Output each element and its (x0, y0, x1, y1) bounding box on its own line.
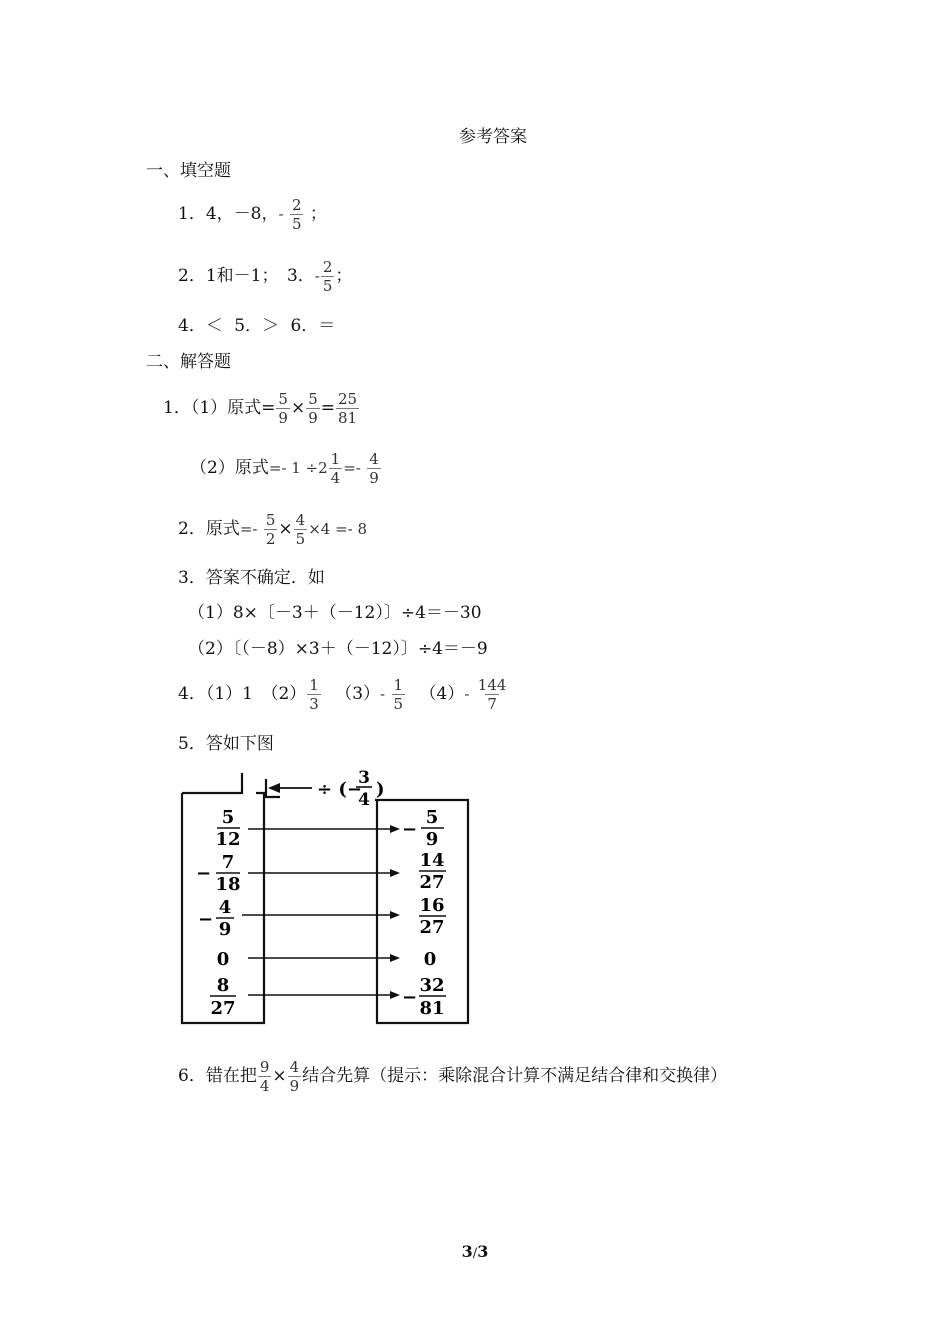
answer-line-1: 1．4，－8，- $\frac{2}{5}$ ； (178, 196, 327, 233)
question-1-part-2: （2）原式=- 1 ÷2 $\frac{1}{4}$ =- $\frac{4}{9}$ (190, 450, 379, 487)
input-numerator: 5 (221, 807, 235, 828)
fraction: $\frac{1}{5}$ (393, 676, 404, 713)
output-denominator: 9 (425, 829, 439, 850)
question-2: 2．原式=- $\frac{5}{2}$ × $\frac{4}{5}$ ×4 =- 8 (178, 511, 368, 548)
operation-prefix: ÷ (− (317, 779, 362, 800)
input-denominator: 12 (215, 829, 241, 850)
input-denominator: 18 (215, 874, 241, 895)
output-sign: − (402, 987, 418, 1008)
section-heading-solutions: 二、解答题 (146, 352, 231, 372)
input-denominator: 9 (218, 919, 232, 940)
arrowhead-icon (390, 911, 400, 919)
question-3-example-1: （1）8×〔－3＋（－12）〕÷4＝－30 (188, 603, 482, 623)
section-heading-fill-in: 一、填空题 (146, 161, 231, 181)
arrowhead-icon (390, 825, 400, 833)
input-numerator: 7 (221, 852, 235, 873)
question-4: 4．（1）1 （2） $\frac{1}{3}$ （3）- $\frac{1}{5}$ （4）- $\frac{144}{7}$ (178, 676, 507, 713)
arrowhead-icon (390, 869, 400, 877)
fraction: $\frac{4}{9}$ (369, 450, 379, 487)
output-numerator: 16 (419, 895, 445, 916)
answer-line-2: 2．1和－1； 3．- $\frac{2}{5}$ ； (178, 258, 353, 295)
output-sign: − (402, 819, 418, 840)
operation-suffix: ) (376, 779, 385, 800)
fraction: $\frac{4}{5}$ (295, 511, 306, 548)
input-numerator: 8 (216, 975, 230, 996)
fraction: $\frac{2}{5}$ (322, 258, 333, 295)
output-denominator: 27 (419, 917, 445, 938)
answer-line-3: 4．＜ 5．＞ 6．＝ (178, 316, 336, 336)
page-title: 参考答案 (459, 127, 527, 147)
question-5-label: 5．答如下图 (178, 734, 274, 754)
fraction: $\frac{9}{4}$ (259, 1058, 270, 1095)
arrowhead-icon (390, 991, 400, 999)
fraction: $\frac{25}{81}$ (337, 390, 358, 427)
output-numerator: 32 (419, 975, 445, 996)
fraction: $\frac{5}{2}$ (265, 511, 276, 548)
question-3-example-2: （2）〔（－8）×3＋（－12）〕÷4＝－9 (188, 639, 488, 659)
input-sign: − (198, 909, 214, 930)
operation-numerator: 3 (358, 768, 370, 788)
mapping-diagram (170, 765, 480, 1030)
arrowhead-icon (390, 954, 400, 962)
question-6: 6．错在把 $\frac{9}{4}$ × $\frac{4}{9}$ 结合先算（提示：乘除混合计算不满足结合律和交换律） (178, 1058, 728, 1095)
input-value: 0 (216, 949, 230, 970)
input-sign: − (196, 863, 212, 884)
fraction: $\frac{2}{5}$ (291, 196, 302, 233)
fraction: $\frac{1}{3}$ (309, 676, 319, 713)
output-value: 0 (423, 949, 437, 970)
page-number: 3/3 (461, 1242, 489, 1261)
arrowhead-icon (268, 783, 280, 793)
output-numerator: 5 (425, 807, 439, 828)
fraction: $\frac{5}{9}$ (278, 390, 288, 427)
output-numerator: 14 (419, 850, 445, 871)
fraction: $\frac{5}{9}$ (308, 390, 318, 427)
fraction: $\frac{144}{7}$ (477, 676, 507, 713)
output-denominator: 81 (419, 998, 445, 1019)
question-3-intro: 3．答案不确定．如 (178, 568, 325, 588)
input-denominator: 27 (210, 998, 236, 1019)
output-denominator: 27 (419, 872, 445, 893)
operation-denominator: 4 (358, 790, 370, 810)
fraction: $\frac{1}{4}$ (330, 450, 341, 487)
fraction: $\frac{4}{9}$ (289, 1058, 300, 1095)
question-1-part-1: 1．（1）原式= $\frac{5}{9}$ × $\frac{5}{9}$ = $\frac{25}{81}$ (163, 390, 358, 427)
input-numerator: 4 (218, 897, 232, 918)
